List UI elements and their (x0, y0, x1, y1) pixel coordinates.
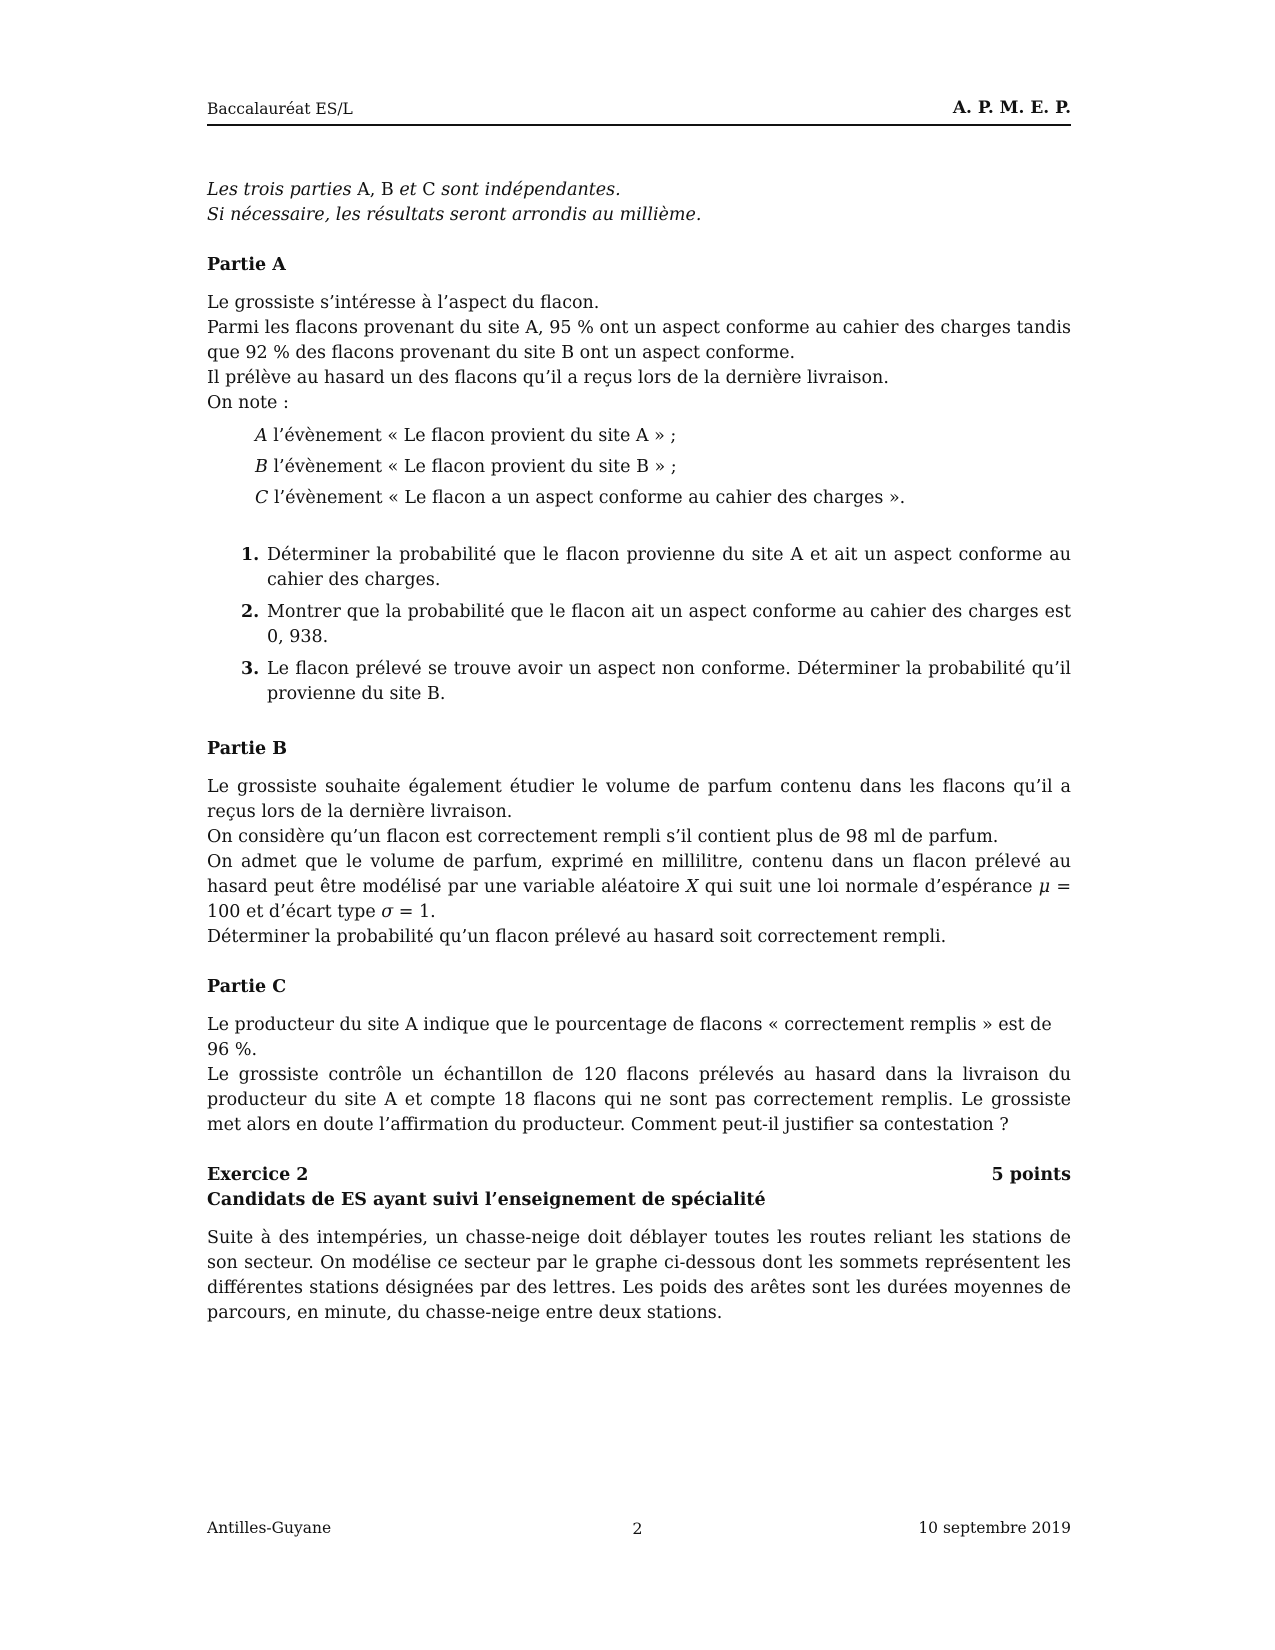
partie-b-title: Partie B (207, 739, 287, 759)
question-number: 2. (241, 602, 260, 622)
events-list (255, 424, 1071, 517)
partie-a-p4: On note : (207, 393, 289, 413)
event-item (255, 455, 1071, 486)
partie-b-text: On admet que le volume de parfum, exprimé en millilitre, contenu dans un flacon prélevé au hasard peut être modélisé par une variable aléatoire (207, 852, 1071, 897)
event-text: l’évènement « Le flacon provient du site B » ; (267, 457, 677, 477)
event-text: l’évènement « Le flacon provient du site A » ; (267, 426, 677, 446)
partie-b-text: = 1. (393, 902, 436, 922)
page-number: 2 (632, 1519, 643, 1538)
math-symbol: X (686, 877, 699, 897)
partie-a-p1: Le grossiste s’intéresse à l’aspect du flacon. (207, 293, 600, 313)
header-rule (207, 124, 1071, 126)
question-number: 3. (241, 659, 260, 679)
exercise-2-subtitle: Candidats de ES ayant suivi l’enseignement de spécialité (207, 1190, 766, 1210)
exercise-2-title: Exercice 2 (207, 1165, 309, 1185)
header-left: Baccalauréat ES/L (207, 100, 353, 118)
event-text: l’évènement « Le flacon a un aspect conforme au cahier des charges ». (268, 488, 906, 508)
partie-a-p2: Parmi les flacons provenant du site A, 95 % ont un aspect conforme au cahier des charges tandis que 92 % des flacons provenant du site B ont un aspect conforme. (207, 318, 1071, 363)
event-item (255, 424, 1071, 455)
intro-line-2: Si nécessaire, les résultats seront arrondis au millième. (207, 205, 702, 225)
intro-line-1 (207, 178, 1071, 203)
partie-c-p2: Le grossiste contrôle un échantillon de 120 flacons prélevés au hasard dans la livraison du producteur du site A et compte 18 flacons qui ne sont pas correctement remplis. Le grossiste met alors en doute l’affirmation du producteur. Comment peut-il justifier sa contestation ? (207, 1065, 1071, 1135)
question-text: Le flacon prélevé se trouve avoir un aspect non conforme. Déterminer la probabilité qu’il provienne du site B. (267, 659, 1071, 704)
partie-a-p3: Il prélève au hasard un des flacons qu’il a reçus lors de la dernière livraison. (207, 368, 889, 388)
partie-b-text: qui suit une loi normale d’espérance (698, 877, 1039, 897)
question-text: Déterminer la probabilité que le flacon provienne du site A et ait un aspect conforme au cahier des charges. (267, 545, 1071, 590)
intro-text: et (399, 180, 417, 200)
intro-text: Les trois parties (207, 180, 352, 200)
question-item (207, 543, 1071, 593)
partie-c-p1: Le producteur du site A indique que le pourcentage de flacons « correctement remplis » est de 96 %. (207, 1015, 1052, 1060)
event-symbol: B (255, 457, 268, 477)
intro-text: sont indépendantes. (441, 180, 621, 200)
footer-right: 10 septembre 2019 (918, 1519, 1071, 1537)
partie-b-p2: On considère qu’un flacon est correctement rempli s’il contient plus de 98 ml de parfum. (207, 827, 999, 847)
question-item (207, 600, 1071, 650)
question-number: 1. (241, 545, 260, 565)
event-symbol: A (255, 426, 268, 446)
partie-a-title: Partie A (207, 255, 286, 275)
event-item (255, 486, 1071, 517)
partie-b-text: = 100 et d’écart type (207, 877, 1071, 922)
intro-text: A, B (351, 180, 400, 200)
partie-b-p3 (207, 850, 1071, 925)
exercise-2-header (207, 1163, 1071, 1188)
content (207, 178, 1071, 1326)
event-symbol: C (255, 488, 269, 508)
question-item (207, 657, 1071, 707)
exercise-2-points: 5 points (991, 1165, 1071, 1185)
partie-b-p4: Déterminer la probabilité qu’un flacon prélevé au hasard soit correctement rempli. (207, 927, 947, 947)
header-right: A. P. M. E. P. (952, 98, 1071, 118)
partie-c-title: Partie C (207, 977, 287, 997)
footer-left: Antilles-Guyane (207, 1519, 332, 1537)
partie-b-p1: Le grossiste souhaite également étudier le volume de parfum contenu dans les flacons qu’il a reçus lors de la dernière livraison. (207, 777, 1071, 822)
intro-text: C (416, 180, 442, 200)
question-text: Montrer que la probabilité que le flacon ait un aspect conforme au cahier des charges est 0, 938. (267, 602, 1071, 647)
questions-list (207, 543, 1071, 707)
exercise-2-p1: Suite à des intempéries, un chasse-neige doit déblayer toutes les routes reliant les stations de son secteur. On modélise ce secteur par le graphe ci-dessous dont les sommets représentent les différentes stations désignées par des lettres. Les poids des arêtes sont les durées moyennes de parcours, en minute, du chasse-neige entre deux stations. (207, 1228, 1071, 1323)
math-symbol: μ (1038, 877, 1051, 897)
math-symbol: σ (381, 902, 394, 922)
